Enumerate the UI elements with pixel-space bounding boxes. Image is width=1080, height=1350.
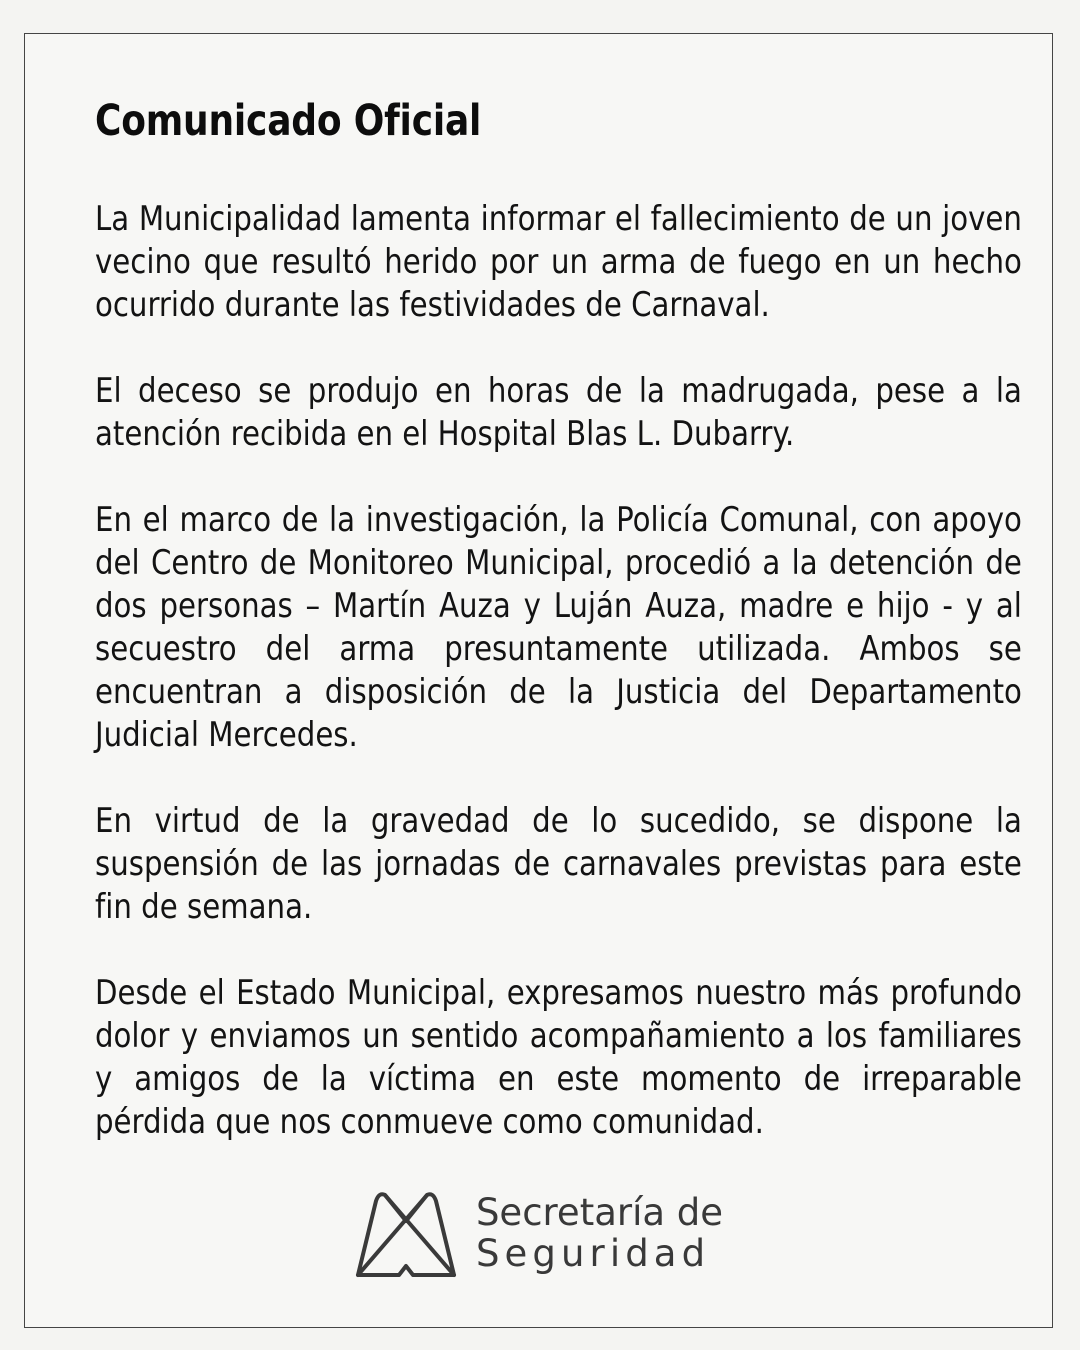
logo-wordmark [476, 1192, 723, 1274]
logo-line-seguridad: Seguridad [475, 1232, 711, 1275]
paragraph-2: El deceso se produjo en horas de la madrugada, pese a la atención recibida en el Hospital Blas L. Dubarry. [95, 371, 1022, 454]
footer-logo [25, 1187, 1052, 1279]
page-title: Comunicado Oficial [95, 96, 482, 146]
logo-line-secretaria: Secretaría de [475, 1191, 724, 1234]
communique-body [95, 198, 1022, 1144]
communique-content [95, 96, 1022, 1144]
secretaria-de-seguridad-logo-icon [354, 1187, 458, 1279]
paragraph-4: En virtud de la gravedad de lo sucedido, se dispone la suspensión de las jornadas de carnavales previstas para este fin de semana. [95, 801, 1022, 927]
paragraph-3: En el marco de la investigación, la Policía Comunal, con apoyo del Centro de Monitoreo Municipal, procedió a la detención de dos personas – Martín Auza y Luján Auza, madre e hijo - y al secuestro del arma presuntamente utilizada. Ambos se encuentran a disposición de la Justicia del Departamento Judicial Mercedes. [95, 500, 1022, 755]
communique-card [24, 33, 1053, 1328]
paragraph-1: La Municipalidad lamenta informar el fallecimiento de un joven vecino que resultó herido por un arma de fuego en un hecho ocurrido durante las festividades de Carnaval. [95, 199, 1022, 325]
paragraph-5: Desde el Estado Municipal, expresamos nuestro más profundo dolor y enviamos un sentido acompañamiento a los familiares y amigos de la víctima en este momento de irreparable pérdida que nos conmueve como comunidad. [95, 973, 1022, 1142]
